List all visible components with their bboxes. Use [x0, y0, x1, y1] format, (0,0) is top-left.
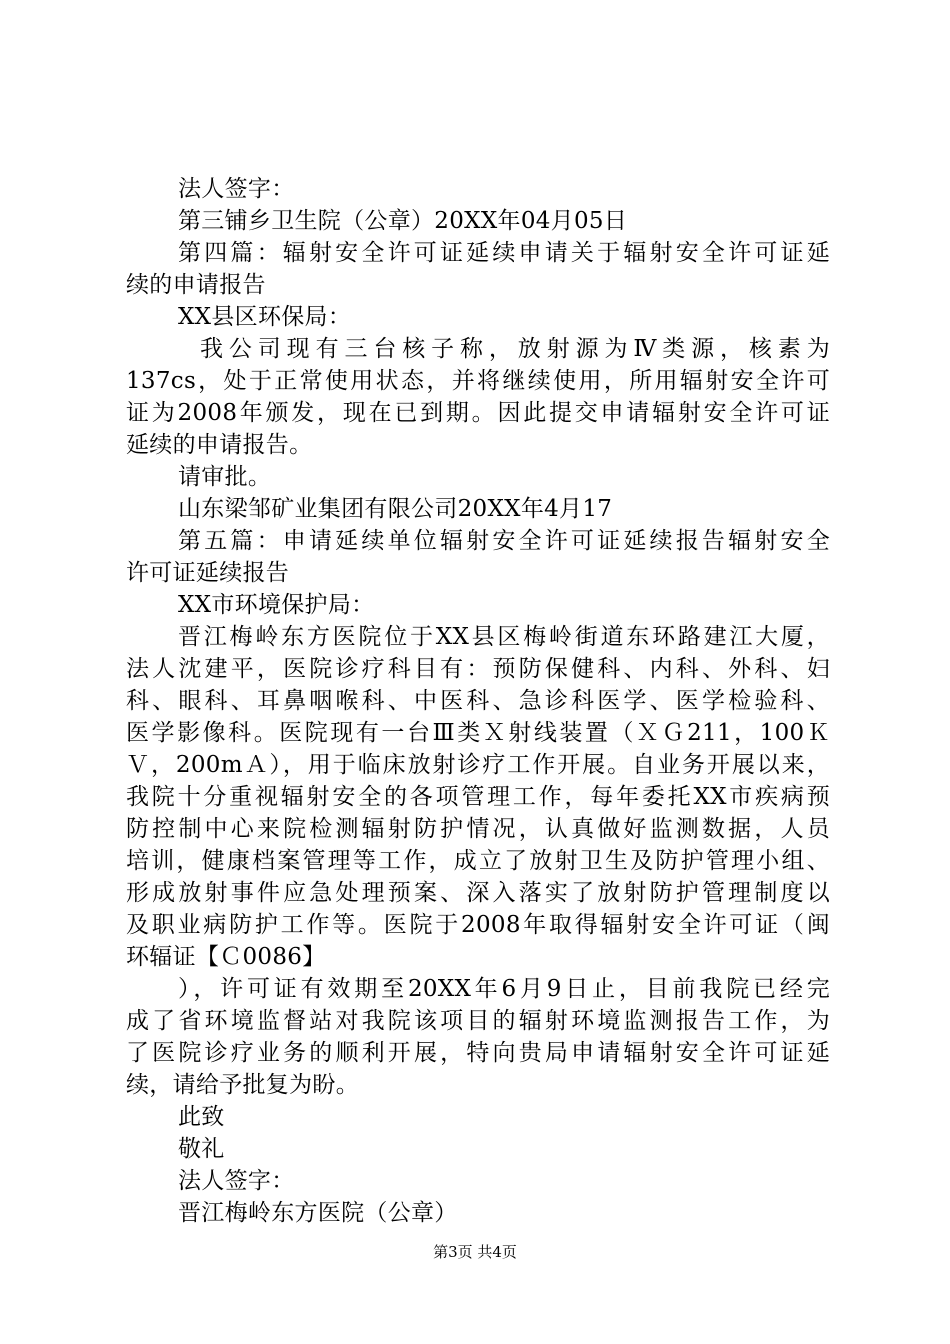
text-line: 防控制中心来院检测辐射防护情况，认真做好监测数据，人员 — [126, 816, 830, 842]
text-line: 我院十分重视辐射安全的各项管理工作，每年委托XX市疾病预 — [126, 784, 830, 810]
text-line: 医学影像科。医院现有一台Ⅲ类Ｘ射线装置（ＸＧ211，100Ｋ — [126, 720, 830, 746]
text-line: 续，请给予批复为盼。 — [126, 1072, 359, 1098]
text-line: 证为2008年颁发，现在已到期。因此提交申请辐射安全许可证 — [126, 400, 830, 426]
text-line: 形成放射事件应急处理预案、深入落实了放射防护管理制度以 — [126, 880, 830, 906]
text-line: XX市环境保护局： — [178, 592, 375, 618]
closing-line: 此致 — [178, 1104, 225, 1130]
text-line: 我公司现有三台核子称，放射源为Ⅳ类源，核素为 — [200, 336, 830, 362]
section-heading: 第四篇：辐射安全许可证延续申请关于辐射安全许可证延 — [178, 240, 830, 266]
section-heading: 续的申请报告 — [126, 272, 266, 298]
text-line: XX县区环保局： — [178, 304, 352, 330]
text-line: 法人沈建平，医院诊疗科目有：预防保健科、内科、外科、妇 — [126, 656, 830, 682]
text-line: 科、眼科、耳鼻咽喉科、中医科、急诊科医学、医学检验科、 — [126, 688, 830, 714]
text-line: ），许可证有效期至20XX年6月9日止，目前我院已经完 — [178, 976, 830, 1002]
text-line: Ｖ，200mＡ），用于临床放射诊疗工作开展。自业务开展以来， — [126, 752, 830, 778]
text-line: 山东梁邹矿业集团有限公司20XX年4月17 — [178, 496, 613, 522]
section-heading: 许可证延续报告 — [126, 560, 290, 586]
text-line: 了医院诊疗业务的顺利开展，特向贵局申请辐射安全许可证延 — [126, 1040, 830, 1066]
text-line: 137cs，处于正常使用状态，并将继续使用，所用辐射安全许可 — [126, 368, 830, 394]
text-line: 及职业病防护工作等。医院于2008年取得辐射安全许可证（闽 — [126, 912, 830, 938]
text-line: 法人签字： — [178, 176, 295, 202]
page-number: 第3页 共4页 — [433, 1243, 517, 1261]
text-line: 环辐证【Ｃ0086】 — [126, 944, 326, 970]
closing-line: 敬礼 — [178, 1136, 225, 1162]
signature-label: 法人签字： — [178, 1168, 295, 1194]
text-line: 请审批。 — [178, 464, 272, 490]
text-line: 培训，健康档案管理等工作，成立了放射卫生及防护管理小组、 — [126, 848, 830, 874]
section-heading: 第五篇：申请延续单位辐射安全许可证延续报告辐射安全 — [178, 528, 830, 554]
text-line: 晋江梅岭东方医院位于XX县区梅岭街道东环路建江大厦， — [178, 624, 830, 650]
text-line: 第三铺乡卫生院（公章）20XX年04月05日 — [178, 208, 628, 234]
signature-org: 晋江梅岭东方医院（公章） — [178, 1200, 458, 1226]
text-line: 成了省环境监督站对我院该项目的辐射环境监测报告工作，为 — [126, 1008, 830, 1034]
text-line: 延续的申请报告。 — [126, 432, 313, 458]
